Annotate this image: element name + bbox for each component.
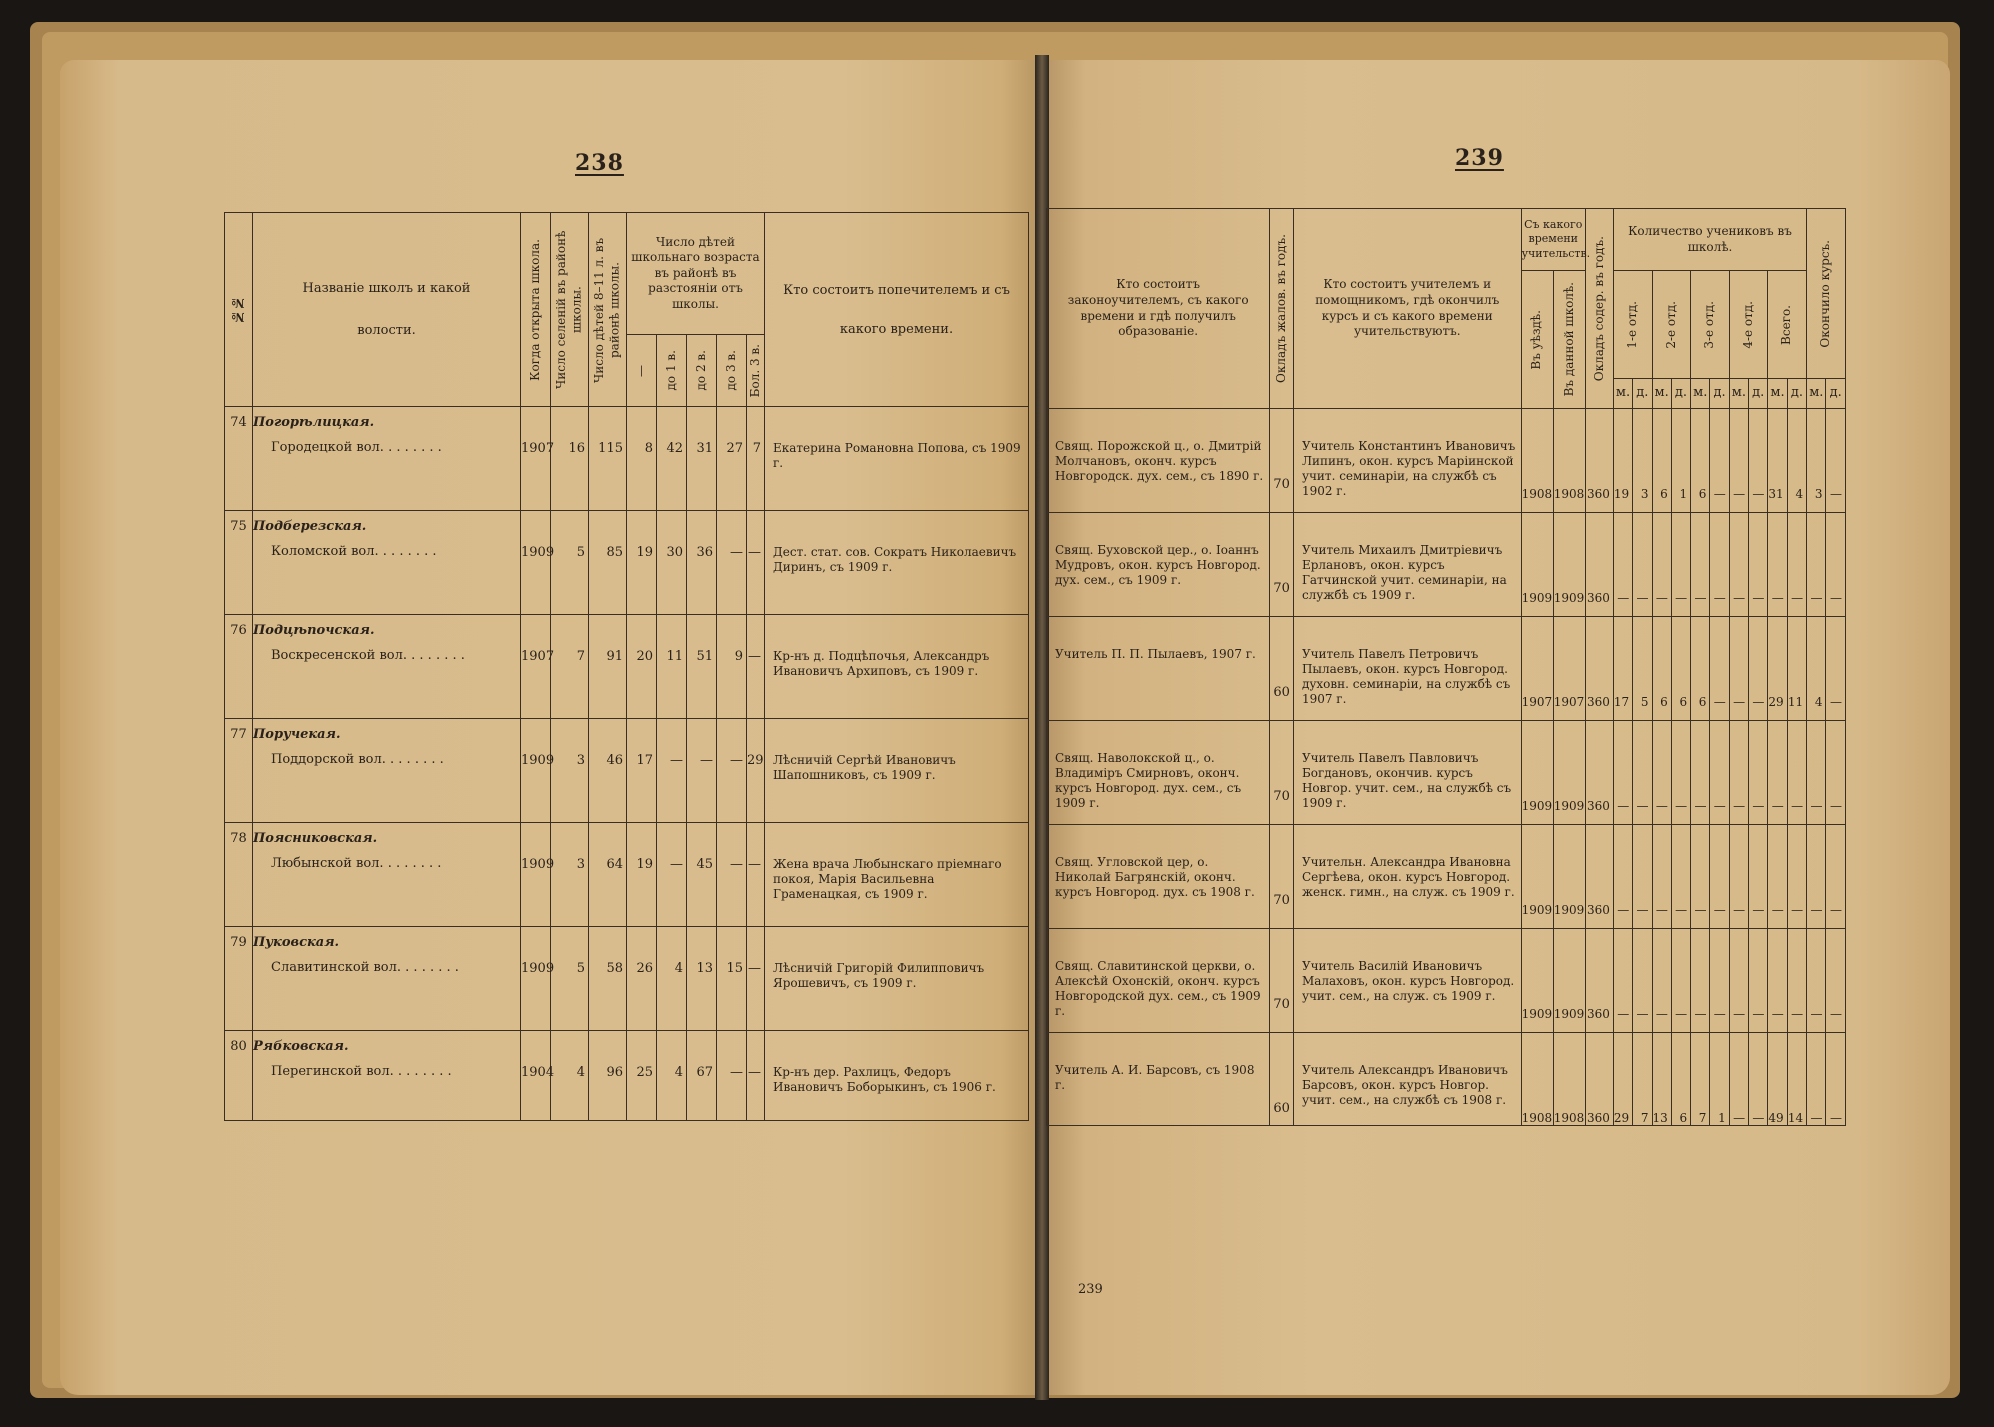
distance-cell: 15: [717, 927, 747, 1031]
pupil-cell: —: [1613, 513, 1632, 617]
pupil-cell: —: [1671, 513, 1690, 617]
since-cell: 1907: [1521, 617, 1553, 721]
pupil-cell: —: [1749, 513, 1768, 617]
table-row: [1047, 617, 1846, 721]
left-table: [224, 212, 1029, 1121]
pupil-cell: —: [1729, 513, 1748, 617]
col-pupils-1: 2-е отд.: [1652, 271, 1691, 379]
volost-label: Городецкой вол.: [271, 440, 384, 455]
school-volost: [253, 856, 520, 871]
col-lawteacher: Кто состоитъ законоучителемъ, съ какого времени и гдѣ получилъ образованіе.: [1047, 209, 1270, 409]
law-salary-cell: 70: [1270, 513, 1294, 617]
teacher-cell: Учитель Александръ Ивановичъ Барсовъ, окон. курсъ Новгор. учит. сем., на службѣ съ 1908 г.: [1293, 1033, 1521, 1126]
col-dist-0: —: [627, 335, 657, 407]
distance-cell: 42: [657, 407, 687, 511]
lawteacher-cell: Свящ. Порожской ц., о. Дмитрій Молчановъ, оконч. курсъ Новгородск. дух. сем., съ 1890 г.: [1047, 409, 1270, 513]
pupil-cell: —: [1749, 409, 1768, 513]
children-cell: 46: [589, 719, 627, 823]
row-number: 78: [225, 823, 253, 927]
leader-dots: . . . . . . .: [383, 440, 442, 455]
volost-label: Коломской вол.: [271, 544, 379, 559]
col-md: м.: [1768, 379, 1787, 409]
pupil-cell: —: [1768, 929, 1787, 1033]
since-cell: 1909: [1553, 513, 1585, 617]
pupil-cell: —: [1807, 1033, 1826, 1126]
opened-cell: 1909: [521, 511, 551, 615]
col-children: Число дѣтей 8–11 л. въ районѣ школы.: [589, 213, 627, 407]
villages-cell: 3: [551, 823, 589, 927]
leader-dots: . . . . . . .: [383, 856, 442, 871]
pupil-cell: —: [1671, 929, 1690, 1033]
since-cell: 1909: [1553, 721, 1585, 825]
pupil-cell: 29: [1613, 1033, 1632, 1126]
pupil-cell: 1: [1710, 1033, 1729, 1126]
distance-cell: —: [657, 823, 687, 927]
trustee-cell: Лѣсничій Григорій Филипповичъ Ярошевичъ, съ 1909 г.: [765, 927, 1029, 1031]
col-salary-teacher: Окладъ содер. въ годъ.: [1585, 209, 1613, 409]
since-cell: 1909: [1521, 929, 1553, 1033]
col-opened: Когда открыта школа.: [521, 213, 551, 407]
right-table: [1046, 208, 1846, 1126]
since-cell: 1909: [1553, 825, 1585, 929]
trustee-cell: Кр-нъ д. Подцѣпочья, Александръ Ивановичъ Архиповъ, съ 1909 г.: [765, 615, 1029, 719]
pupil-cell: —: [1787, 825, 1806, 929]
school-region: Рябковская.: [253, 1039, 349, 1054]
opened-cell: 1909: [521, 719, 551, 823]
school-volost: [253, 648, 520, 663]
pupil-cell: —: [1826, 929, 1846, 1033]
lawteacher-cell: Свящ. Славитинской церкви, о. Алексѣй Охонскій, оконч. курсъ Новгородской дух. сем., съ 1909 г.: [1047, 929, 1270, 1033]
children-cell: 91: [589, 615, 627, 719]
opened-cell: 1909: [521, 823, 551, 927]
col-md: м.: [1807, 379, 1826, 409]
trustee-cell: Дест. стат. сов. Сократъ Николаевичъ Диринъ, съ 1909 г.: [765, 511, 1029, 615]
distance-cell: 4: [657, 927, 687, 1031]
pupil-cell: —: [1710, 721, 1729, 825]
distance-cell: 26: [627, 927, 657, 1031]
since-cell: 360: [1585, 825, 1613, 929]
col-pupils-0: 1-е отд.: [1613, 271, 1652, 379]
villages-cell: 4: [551, 1031, 589, 1121]
col-pupils-4: Всего.: [1768, 271, 1807, 379]
distance-cell: 4: [657, 1031, 687, 1121]
distance-cell: 27: [717, 407, 747, 511]
pupil-cell: —: [1652, 825, 1671, 929]
distance-cell: —: [657, 719, 687, 823]
table-row: [225, 823, 1029, 927]
distance-cell: —: [747, 927, 765, 1031]
pupil-cell: 6: [1671, 617, 1690, 721]
table-row: [225, 511, 1029, 615]
school-region: Поясниковская.: [253, 831, 378, 846]
bottom-page-number: 239: [1078, 1282, 1103, 1297]
pupil-cell: —: [1691, 513, 1710, 617]
pupil-cell: —: [1691, 825, 1710, 929]
pupil-cell: 49: [1768, 1033, 1787, 1126]
distance-cell: 45: [687, 823, 717, 927]
table-row: [1047, 513, 1846, 617]
trustee-cell: Кр-нъ дер. Рахлицъ, Федоръ Ивановичъ Боборыкинъ, съ 1906 г.: [765, 1031, 1029, 1121]
col-dist-group: Число дѣтей школьнаго возраста въ районѣ въ разстояніи отъ школы.: [627, 213, 765, 335]
left-page-number: 238: [575, 150, 624, 176]
leader-dots: . . . . . . .: [385, 752, 444, 767]
distance-cell: 7: [747, 407, 765, 511]
pupil-cell: —: [1710, 513, 1729, 617]
pupil-cell: —: [1710, 929, 1729, 1033]
school-name-cell: [253, 1031, 521, 1121]
pupil-cell: —: [1826, 1033, 1846, 1126]
distance-cell: 67: [687, 1031, 717, 1121]
children-cell: 115: [589, 407, 627, 511]
distance-cell: 13: [687, 927, 717, 1031]
school-volost: [253, 960, 520, 975]
villages-cell: 5: [551, 927, 589, 1031]
table-row: [225, 407, 1029, 511]
villages-cell: 5: [551, 511, 589, 615]
right-page-number: 239: [1455, 145, 1504, 171]
children-cell: 58: [589, 927, 627, 1031]
teacher-cell: Учитель Павелъ Петровичъ Пылаевъ, окон. курсъ Новгород. духовн. семинаріи, на службѣ съ 1907 г.: [1293, 617, 1521, 721]
col-dist-2: до 2 в.: [687, 335, 717, 407]
pupil-cell: —: [1613, 721, 1632, 825]
distance-cell: —: [717, 823, 747, 927]
table-row: [225, 1031, 1029, 1121]
pupil-cell: 7: [1691, 1033, 1710, 1126]
distance-cell: —: [747, 823, 765, 927]
col-trustee: Кто состоитъ попечителемъ и съ какого времени.: [765, 213, 1029, 407]
volost-label: Перегинской вол.: [271, 1064, 394, 1079]
school-name-cell: [253, 511, 521, 615]
distance-cell: —: [687, 719, 717, 823]
col-pupils-2: 3-е отд.: [1691, 271, 1730, 379]
pupil-cell: —: [1768, 721, 1787, 825]
law-salary-cell: 70: [1270, 825, 1294, 929]
pupil-cell: —: [1671, 721, 1690, 825]
school-name-cell: [253, 823, 521, 927]
pupil-cell: —: [1710, 617, 1729, 721]
trustee-cell: Жена врача Любынскаго пріемнаго покоя, Марія Васильевна Граменацкая, съ 1909 г.: [765, 823, 1029, 927]
since-cell: 360: [1585, 721, 1613, 825]
opened-cell: 1904: [521, 1031, 551, 1121]
row-number: 74: [225, 407, 253, 511]
pupil-cell: —: [1826, 617, 1846, 721]
law-salary-cell: 60: [1270, 617, 1294, 721]
pupil-cell: 3: [1633, 409, 1652, 513]
school-region: Поручекая.: [253, 727, 341, 742]
col-dist-3: до 3 в.: [717, 335, 747, 407]
pupil-cell: —: [1826, 513, 1846, 617]
opened-cell: 1907: [521, 407, 551, 511]
teacher-cell: Учитель Павелъ Павловичъ Богдановъ, окончив. курсъ Новгор. учит. сем., на службѣ съ 1909 г.: [1293, 721, 1521, 825]
distance-cell: —: [717, 511, 747, 615]
pupil-cell: —: [1613, 929, 1632, 1033]
col-md: д.: [1826, 379, 1846, 409]
col-since-0: Въ уѣздѣ.: [1521, 271, 1553, 409]
pupil-cell: —: [1768, 513, 1787, 617]
col-villages: Число селеній въ районѣ школы.: [551, 213, 589, 407]
distance-cell: —: [717, 1031, 747, 1121]
trustee-cell: Лѣсничій Сергѣй Ивановичъ Шапошниковъ, съ 1909 г.: [765, 719, 1029, 823]
school-name-cell: [253, 719, 521, 823]
opened-cell: 1907: [521, 615, 551, 719]
pupil-cell: —: [1729, 721, 1748, 825]
pupil-cell: 19: [1613, 409, 1632, 513]
school-volost: [253, 440, 520, 455]
pupil-cell: —: [1787, 721, 1806, 825]
pupil-cell: —: [1807, 513, 1826, 617]
volost-label: Воскресенской вол.: [271, 648, 408, 663]
row-number: 75: [225, 511, 253, 615]
col-dist-1: до 1 в.: [657, 335, 687, 407]
table-row: [225, 719, 1029, 823]
teacher-cell: Учитель Константинъ Ивановичъ Липинъ, окон. курсъ Маріинской учит. семинаріи, на службѣ съ 1902 г.: [1293, 409, 1521, 513]
pupil-cell: 29: [1768, 617, 1787, 721]
pupil-cell: 4: [1787, 409, 1806, 513]
children-cell: 96: [589, 1031, 627, 1121]
pupil-cell: —: [1768, 825, 1787, 929]
col-name: Названіе школъ и какой волости.: [253, 213, 521, 407]
school-region: Подцѣпочская.: [253, 623, 375, 638]
since-cell: 1908: [1553, 409, 1585, 513]
distance-cell: —: [717, 719, 747, 823]
pupil-cell: —: [1652, 929, 1671, 1033]
distance-cell: —: [747, 615, 765, 719]
lawteacher-cell: Свящ. Буховской цер., о. Іоаннъ Мудровъ, окон. курсъ Новгород. дух. сем., съ 1909 г.: [1047, 513, 1270, 617]
pupil-cell: —: [1826, 409, 1846, 513]
villages-cell: 3: [551, 719, 589, 823]
table-row: [1047, 1033, 1846, 1126]
col-dist-4: Бол. 3 в.: [747, 335, 765, 407]
col-teacher: Кто состоитъ учителемъ и помощникомъ, гдѣ окончилъ курсъ и съ какого времени учительствуютъ.: [1293, 209, 1521, 409]
since-cell: 360: [1585, 409, 1613, 513]
pupil-cell: —: [1749, 825, 1768, 929]
school-volost: [253, 1064, 520, 1079]
leader-dots: . . . . . . .: [401, 960, 459, 975]
school-volost: [253, 752, 520, 767]
distance-cell: 11: [657, 615, 687, 719]
pupil-cell: —: [1729, 929, 1748, 1033]
school-name-cell: [253, 615, 521, 719]
pupil-cell: 11: [1787, 617, 1806, 721]
pupil-cell: —: [1691, 929, 1710, 1033]
pupil-cell: —: [1652, 513, 1671, 617]
distance-cell: 30: [657, 511, 687, 615]
pupil-cell: 6: [1691, 617, 1710, 721]
pupil-cell: —: [1826, 825, 1846, 929]
pupil-cell: 6: [1652, 617, 1671, 721]
row-number: 80: [225, 1031, 253, 1121]
pupil-cell: 6: [1671, 1033, 1690, 1126]
pupil-cell: —: [1749, 929, 1768, 1033]
teacher-cell: Учительн. Александра Ивановна Сергѣева, окон. курсъ Новгород. женск. гимн., на служ. съ 1909 г.: [1293, 825, 1521, 929]
pupil-cell: —: [1787, 929, 1806, 1033]
leader-dots: . . . . . . .: [378, 544, 437, 559]
distance-cell: 36: [687, 511, 717, 615]
since-cell: 1908: [1521, 409, 1553, 513]
pupil-cell: 14: [1787, 1033, 1806, 1126]
trustee-cell: Екатерина Романовна Попова, съ 1909 г.: [765, 407, 1029, 511]
law-salary-cell: 70: [1270, 721, 1294, 825]
since-cell: 360: [1585, 929, 1613, 1033]
since-cell: 1908: [1553, 1033, 1585, 1126]
col-since-group: Съ какого времени учительств.: [1521, 209, 1585, 271]
pupil-cell: —: [1633, 721, 1652, 825]
row-number: 77: [225, 719, 253, 823]
distance-cell: 29: [747, 719, 765, 823]
col-salary-law: Окладъ жалов. въ годъ.: [1270, 209, 1294, 409]
pupil-cell: —: [1749, 617, 1768, 721]
distance-cell: 25: [627, 1031, 657, 1121]
lawteacher-cell: Свящ. Наволокской ц., о. Владиміръ Смирновъ, оконч. курсъ Новгород. дух. сем., съ 1909 г.: [1047, 721, 1270, 825]
since-cell: 1908: [1521, 1033, 1553, 1126]
table-row: [1047, 929, 1846, 1033]
volost-label: Любынской вол.: [271, 856, 384, 871]
distance-cell: 20: [627, 615, 657, 719]
teacher-cell: Учитель Василій Ивановичъ Малаховъ, окон. курсъ Новгород. учит. сем., на служ. съ 1909 г.: [1293, 929, 1521, 1033]
since-cell: 360: [1585, 1033, 1613, 1126]
pupil-cell: 6: [1652, 409, 1671, 513]
distance-cell: —: [747, 1031, 765, 1121]
opened-cell: 1909: [521, 927, 551, 1031]
pupil-cell: —: [1710, 825, 1729, 929]
pupil-cell: —: [1633, 929, 1652, 1033]
pupil-cell: 4: [1807, 617, 1826, 721]
leader-dots: . . . . . . .: [393, 1064, 452, 1079]
since-cell: 1909: [1521, 825, 1553, 929]
pupil-cell: —: [1633, 513, 1652, 617]
school-name-cell: [253, 407, 521, 511]
table-row: [1047, 825, 1846, 929]
pupil-cell: —: [1749, 721, 1768, 825]
col-nn: №№: [225, 213, 253, 407]
pupil-cell: —: [1710, 409, 1729, 513]
distance-cell: 31: [687, 407, 717, 511]
col-md: д.: [1787, 379, 1806, 409]
volost-label: Славитинской вол.: [271, 960, 402, 975]
distance-cell: 19: [627, 823, 657, 927]
leader-dots: . . . . . . .: [407, 648, 465, 663]
distance-cell: —: [747, 511, 765, 615]
villages-cell: 7: [551, 615, 589, 719]
pupil-cell: 6: [1691, 409, 1710, 513]
pupil-cell: —: [1691, 721, 1710, 825]
school-volost: [253, 544, 520, 559]
lawteacher-cell: Свящ. Угловской цер, о. Николай Багрянскій, оконч. курсъ Новгород. дух. съ 1908 г.: [1047, 825, 1270, 929]
law-salary-cell: 70: [1270, 929, 1294, 1033]
table-row: [225, 927, 1029, 1031]
col-md: д.: [1633, 379, 1652, 409]
pupil-cell: —: [1729, 1033, 1748, 1126]
pupil-cell: 17: [1613, 617, 1632, 721]
pupil-cell: —: [1826, 721, 1846, 825]
pupil-cell: 31: [1768, 409, 1787, 513]
col-since-1: Въ данной школѣ.: [1553, 271, 1585, 409]
row-number: 76: [225, 615, 253, 719]
since-cell: 1909: [1521, 721, 1553, 825]
col-md: м.: [1613, 379, 1632, 409]
distance-cell: 8: [627, 407, 657, 511]
since-cell: 360: [1585, 513, 1613, 617]
pupil-cell: —: [1807, 825, 1826, 929]
table-row: [225, 615, 1029, 719]
distance-cell: 9: [717, 615, 747, 719]
school-region: Погорѣлицкая.: [253, 415, 375, 430]
since-cell: 360: [1585, 617, 1613, 721]
pupil-cell: —: [1652, 721, 1671, 825]
children-cell: 85: [589, 511, 627, 615]
pupil-cell: —: [1807, 929, 1826, 1033]
col-md: д.: [1710, 379, 1729, 409]
pupil-cell: —: [1671, 825, 1690, 929]
pupil-cell: —: [1613, 825, 1632, 929]
lawteacher-cell: Учитель П. П. Пылаевъ, 1907 г.: [1047, 617, 1270, 721]
pupil-cell: —: [1729, 617, 1748, 721]
pupil-cell: 1: [1671, 409, 1690, 513]
volost-label: Поддорской вол.: [271, 752, 386, 767]
pupil-cell: 5: [1633, 617, 1652, 721]
distance-cell: 51: [687, 615, 717, 719]
pupil-cell: 3: [1807, 409, 1826, 513]
distance-cell: 19: [627, 511, 657, 615]
since-cell: 1909: [1553, 929, 1585, 1033]
col-md: д.: [1671, 379, 1690, 409]
pupil-cell: —: [1749, 1033, 1768, 1126]
distance-cell: 17: [627, 719, 657, 823]
pupil-cell: —: [1729, 409, 1748, 513]
pupil-cell: 13: [1652, 1033, 1671, 1126]
row-number: 79: [225, 927, 253, 1031]
school-region: Пуковская.: [253, 935, 340, 950]
since-cell: 1909: [1521, 513, 1553, 617]
pupil-cell: —: [1787, 513, 1806, 617]
pupil-cell: —: [1633, 825, 1652, 929]
lawteacher-cell: Учитель А. И. Барсовъ, съ 1908 г.: [1047, 1033, 1270, 1126]
col-md: м.: [1691, 379, 1710, 409]
table-row: [1047, 409, 1846, 513]
col-md: м.: [1652, 379, 1671, 409]
law-salary-cell: 60: [1270, 1033, 1294, 1126]
col-md: м.: [1729, 379, 1748, 409]
law-salary-cell: 70: [1270, 409, 1294, 513]
col-finished: Окончило курсъ.: [1807, 209, 1846, 379]
school-name-cell: [253, 927, 521, 1031]
pupil-cell: —: [1807, 721, 1826, 825]
children-cell: 64: [589, 823, 627, 927]
pupil-cell: —: [1729, 825, 1748, 929]
school-region: Подберезская.: [253, 519, 367, 534]
teacher-cell: Учитель Михаилъ Дмитріевичъ Ерлановъ, окон. курсъ Гатчинской учит. семинаріи, на службѣ съ 1909 г.: [1293, 513, 1521, 617]
col-pupils-group: Количество учениковъ въ школѣ.: [1613, 209, 1806, 271]
col-pupils-3: 4-е отд.: [1729, 271, 1768, 379]
villages-cell: 16: [551, 407, 589, 511]
col-md: д.: [1749, 379, 1768, 409]
table-row: [1047, 721, 1846, 825]
pupil-cell: 7: [1633, 1033, 1652, 1126]
since-cell: 1907: [1553, 617, 1585, 721]
